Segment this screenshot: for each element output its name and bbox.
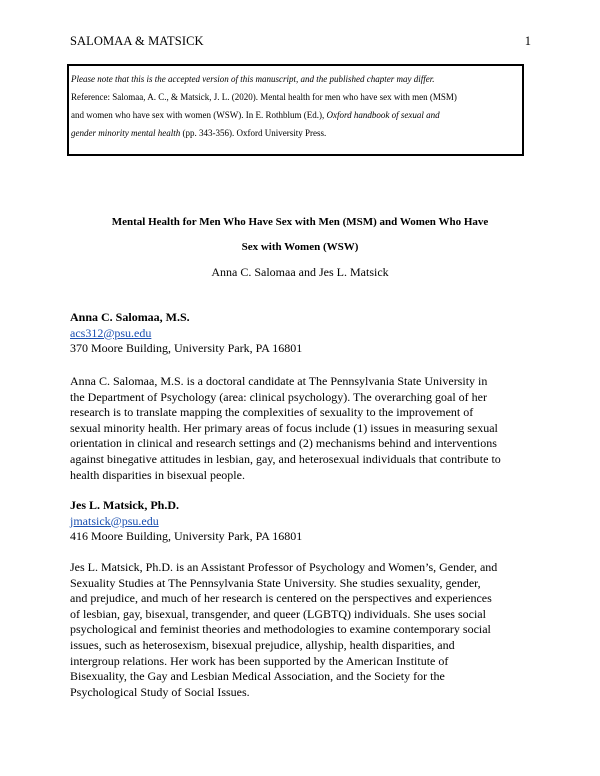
author1-name: Anna C. Salomaa, M.S. [70, 310, 190, 324]
author1-email-link[interactable]: acs312@psu.edu [70, 325, 152, 340]
author2-address: 416 Moore Building, University Park, PA 16801 [70, 529, 303, 543]
page-number: 1 [524, 34, 531, 48]
bio-line: of lesbian, gay, bisexual, transgender, and queer (LGBTQ) individuals. She uses social [70, 606, 486, 621]
bio-line: against binegative attitudes in lesbian, gay, and heterosexual individuals that contribute to [70, 451, 501, 466]
bio-line: Sexuality Studies at The Pennsylvania State University. She studies sexuality, gender, [70, 575, 481, 590]
bio-line: psychological and feminist theories and methodologies to examine contemporary social [70, 622, 491, 637]
bio-line: issues, such as heterosexism, bisexual prejudice, allyship, health disparities, and [70, 637, 455, 652]
chapter-title-line2: Sex with Women (WSW) [241, 241, 359, 253]
author2-bio [70, 560, 497, 700]
author1-contact [70, 310, 500, 357]
notice-line: Please note that this is the accepted version of this manuscript, and the published chapter may differ. [71, 74, 435, 84]
author2-email-link[interactable]: jmatsick@psu.edu [70, 513, 159, 528]
bio-line: orientation in clinical and research settings and (2) mechanisms behind and interventions [70, 436, 497, 451]
bio-line: Jes L. Matsick, Ph.D. is an Assistant Professor of Psychology and Women’s, Gender, and [70, 560, 498, 574]
version-notice-box [67, 64, 524, 156]
book-title-italic: gender minority mental health [71, 128, 181, 138]
bio-line: and prejudice, and much of her research is centered on the perspectives and experiences [70, 591, 492, 606]
notice-line [71, 124, 522, 142]
chapter-title-line1: Mental Health for Men Who Have Sex with Men (MSM) and Women Who Have [111, 216, 489, 228]
chapter-authors: Anna C. Salomaa and Jes L. Matsick [211, 265, 389, 279]
bio-line: health disparities in bisexual people. [70, 467, 245, 482]
bio-line: intergroup relations. Her work has been supported by the American Institute of [70, 653, 449, 668]
notice-line: Reference: Salomaa, A. C., & Matsick, J. L. (2020). Mental health for men who have sex with men (MSM) [71, 92, 457, 102]
running-head: SALOMAA & MATSICK [70, 34, 204, 48]
author1-address: 370 Moore Building, University Park, PA 16801 [70, 341, 303, 355]
author1-bio [70, 374, 501, 483]
notice-text: (pp. 343-356). Oxford University Press. [180, 128, 327, 138]
author2-contact [70, 498, 500, 545]
bio-line: research is to translate mapping the complexities of sexuality to the improvement of [70, 405, 474, 420]
notice-line [71, 106, 522, 124]
notice-text: and women who have sex with women (WSW). In E. Rothblum (Ed.), [71, 110, 327, 120]
bio-line: the Department of Psychology (area: clinical psychology). The overarching goal of her [70, 389, 487, 404]
author2-name: Jes L. Matsick, Ph.D. [70, 498, 179, 512]
bio-line: Anna C. Salomaa, M.S. is a doctoral candidate at The Pennsylvania State University in [70, 374, 488, 388]
bio-line: sexual minority health. Her primary areas of focus include (1) issues in measuring sexual [70, 420, 498, 435]
bio-line: Bisexuality, the Gay and Lesbian Medical Association, and the Society for the [70, 669, 445, 684]
book-title-italic: Oxford handbook of sexual and [326, 110, 440, 120]
bio-line: Psychological Study of Social Issues. [70, 684, 250, 699]
